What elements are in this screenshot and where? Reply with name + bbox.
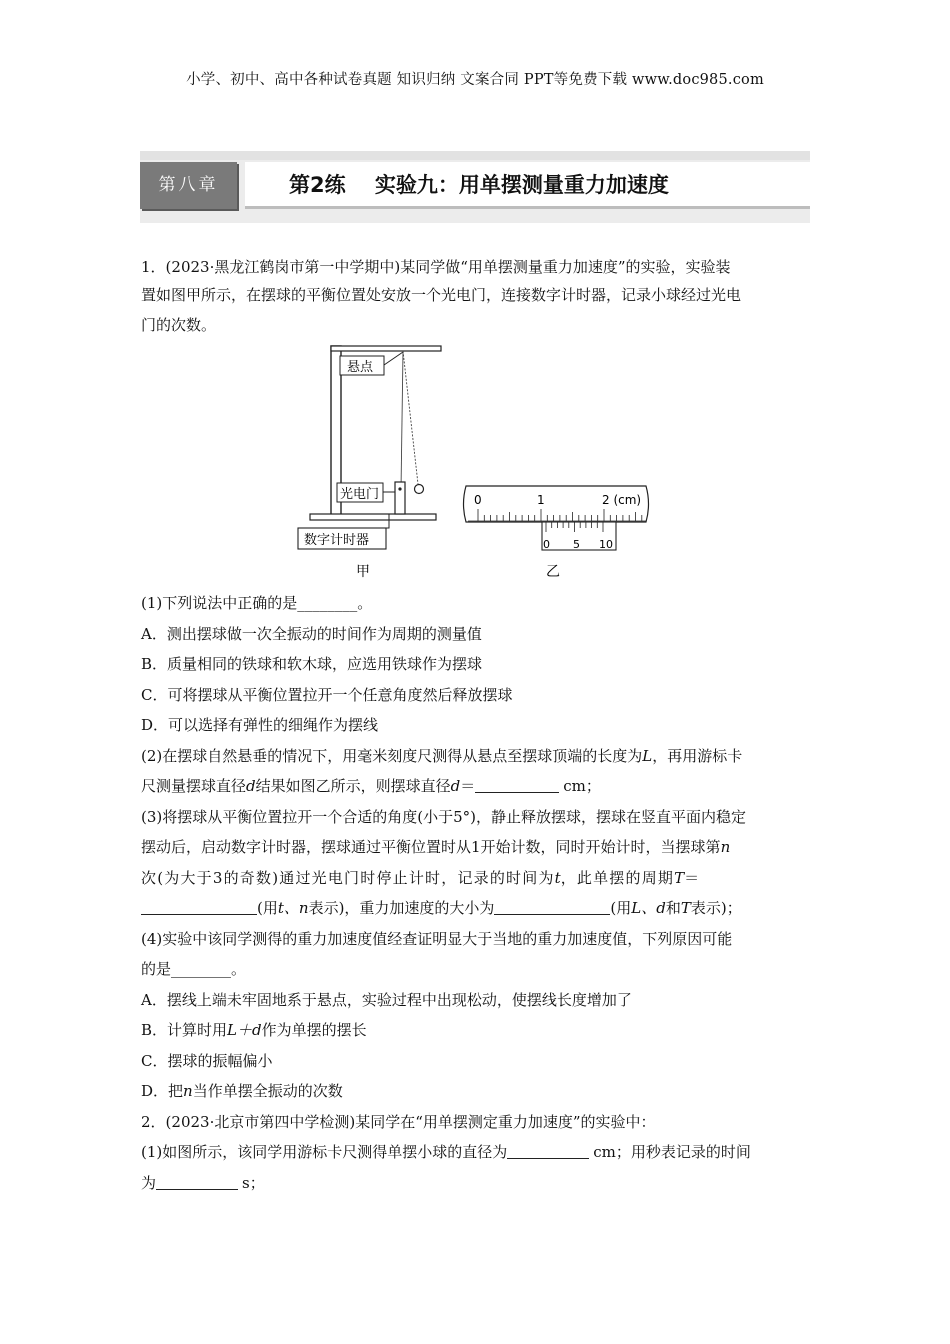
- equals: ＝: [460, 777, 476, 795]
- vars-t-n: t、n: [277, 899, 309, 917]
- q1-part3-text-d: 表示)，重力加速度的大小为: [308, 899, 495, 917]
- title-box: [245, 162, 810, 209]
- q1-intro-line3: 门的次数。: [141, 316, 217, 334]
- answer-blank-q2-diameter[interactable]: [507, 1142, 589, 1159]
- q1-figure: [290, 340, 670, 585]
- vernier-label-5: 5: [573, 538, 580, 551]
- var-L-plus-d: L＋d: [227, 1021, 262, 1039]
- q1-part4-line1: (4)实验中该同学测得的重力加速度值经查证明显大于当地的重力加速度值，下列原因可能: [141, 930, 733, 948]
- vernier-label-10: 10: [599, 538, 613, 551]
- q1-part3-line4: [141, 897, 811, 918]
- q1-part1-option-d: D．可以选择有弹性的细绳作为摆线: [141, 716, 379, 734]
- option-d-text-a: D．把: [141, 1082, 184, 1100]
- timer-label: 数字计时器: [304, 533, 370, 548]
- pendulum-string-swing: [403, 351, 418, 484]
- option-d-text-b: 当作单摆全振动的次数: [192, 1082, 343, 1100]
- q2-part1-text-c: 为: [141, 1174, 157, 1192]
- q1-intro-line2: 置如图甲所示，在摆球的平衡位置处安放一个光电门，连接数字计时器，记录小球经过光电: [141, 286, 742, 304]
- vars-L-d: L、d: [631, 899, 666, 917]
- q1-part1-option-b: B．质量相同的铁球和软木球，应选用铁球作为摆球: [141, 655, 483, 673]
- q1-part2-text-b: ，再用游标卡: [652, 747, 743, 765]
- q2-part1-line1: [141, 1141, 811, 1162]
- q2-part1-text-a: (1)如图所示，该同学用游标卡尺测得单摆小球的直径为: [141, 1143, 508, 1161]
- unit-cm: cm；: [563, 777, 601, 795]
- q1-part4-option-c: C．摆球的振幅偏小: [141, 1052, 273, 1070]
- photogate-sensor: [398, 487, 401, 490]
- var-n-2: n: [183, 1082, 193, 1100]
- q1-part3-text-e: 表示)；: [690, 899, 742, 917]
- answer-blank-diameter[interactable]: [475, 776, 559, 793]
- var-T: T: [674, 869, 685, 887]
- q2-part1-text-b: cm；用秒表记录的时间: [593, 1143, 751, 1161]
- option-b-text-a: B．计算时用: [141, 1021, 228, 1039]
- caption-b: 乙: [546, 564, 560, 580]
- q1-part4-option-a: A．摆线上端未牢固地系于悬点，实验过程中出现松动，使摆线长度增加了: [141, 991, 632, 1009]
- paren-open-2: (用: [610, 899, 632, 917]
- answer-blank-q2-time[interactable]: [156, 1173, 238, 1190]
- q1-intro-line1: 1．(2023·黑龙江鹤岗市第一中学期中)某同学做“用单摆测量重力加速度”的实验，实验装: [141, 258, 731, 276]
- q1-part2-text-d: 结果如图乙所示，则摆球直径: [255, 777, 451, 795]
- stand-top-arm: [331, 346, 441, 351]
- stand-base: [310, 514, 436, 520]
- q1-part3-line1: (3)将摆球从平衡位置拉开一个合适的角度(小于5°)，静止释放摆球，摆球在竖直平面内稳定: [141, 808, 746, 826]
- answer-blank-gravity[interactable]: [494, 898, 610, 915]
- q1-part4-line2: 的是________。: [141, 960, 247, 978]
- and-text: 和: [665, 899, 681, 917]
- main-scale-label-1: 1: [537, 493, 545, 507]
- q1-part2-line2: [141, 775, 811, 796]
- q2-intro: 2．(2023·北京市第四中学检测)某同学在“用单摆测定重力加速度”的实验中：: [141, 1113, 656, 1131]
- var-L: L: [642, 747, 653, 765]
- q1-part2-text-c: 尺测量摆球直径: [141, 777, 247, 795]
- q1-part3-line3: [141, 867, 811, 888]
- q1-part3-text-b: 次(为大于3的奇数)通过光电门时停止计时，记录的时间为: [141, 869, 555, 887]
- q1-part3-text-c: ，此单摆的周期: [560, 869, 675, 887]
- pendulum-string-rest: [401, 351, 403, 490]
- q1-part1-stem: (1)下列说法中正确的是________。: [141, 594, 373, 612]
- var-T-2: T: [680, 899, 691, 917]
- pivot-label: 悬点: [347, 360, 374, 375]
- equals-2: ＝: [684, 869, 700, 887]
- var-n: n: [720, 838, 731, 856]
- page-title: 第2练 实验九：用单摆测量重力加速度: [289, 173, 669, 197]
- main-scale-label-0: 0: [474, 493, 482, 507]
- q1-part1-option-a: A．测出摆球做一次全振动的时间作为周期的测量值: [141, 625, 482, 643]
- q2-part1-line2: [141, 1172, 811, 1193]
- q1-part3-text-a: 摆动后，启动数字计时器，摆球通过平衡位置时从1开始计数，同时开始计时，当摆球第: [141, 838, 721, 856]
- banner-stripe: [140, 151, 810, 160]
- main-scale-label-2: 2 (cm): [602, 493, 642, 507]
- site-header: 小学、初中、高中各种试卷真题 知识归纳 文案合同 PPT等免费下载 www.doc985.com: [186, 72, 764, 88]
- q1-part2-line1: [141, 745, 811, 766]
- gate-label: 光电门: [340, 487, 380, 502]
- pivot-pointer: [384, 352, 403, 365]
- var-t: t: [554, 869, 561, 887]
- pendulum-ball: [415, 485, 424, 494]
- vernier-caliper: [464, 486, 649, 551]
- chapter-tag: 第八章: [140, 162, 237, 209]
- vernier-label-0: 0: [543, 538, 550, 551]
- option-b-text-b: 作为单摆的摆长: [261, 1021, 367, 1039]
- var-d: d: [246, 777, 256, 795]
- q1-part4-option-b: [141, 1019, 811, 1040]
- q1-part1-option-c: C．可将摆球从平衡位置拉开一个任意角度然后释放摆球: [141, 686, 513, 704]
- caption-a: 甲: [356, 564, 370, 580]
- q2-part1-text-d: s；: [242, 1174, 265, 1192]
- paren-open: (用: [257, 899, 278, 917]
- var-d-2: d: [450, 777, 461, 795]
- q1-part4-option-d: [141, 1080, 811, 1101]
- answer-blank-period[interactable]: [141, 898, 257, 915]
- q1-part2-text-a: (2)在摆球自然悬垂的情况下，用毫米刻度尺测得从悬点至摆球顶端的长度为: [141, 747, 643, 765]
- photogate-body: [395, 482, 405, 514]
- q1-part3-line2: [141, 836, 811, 857]
